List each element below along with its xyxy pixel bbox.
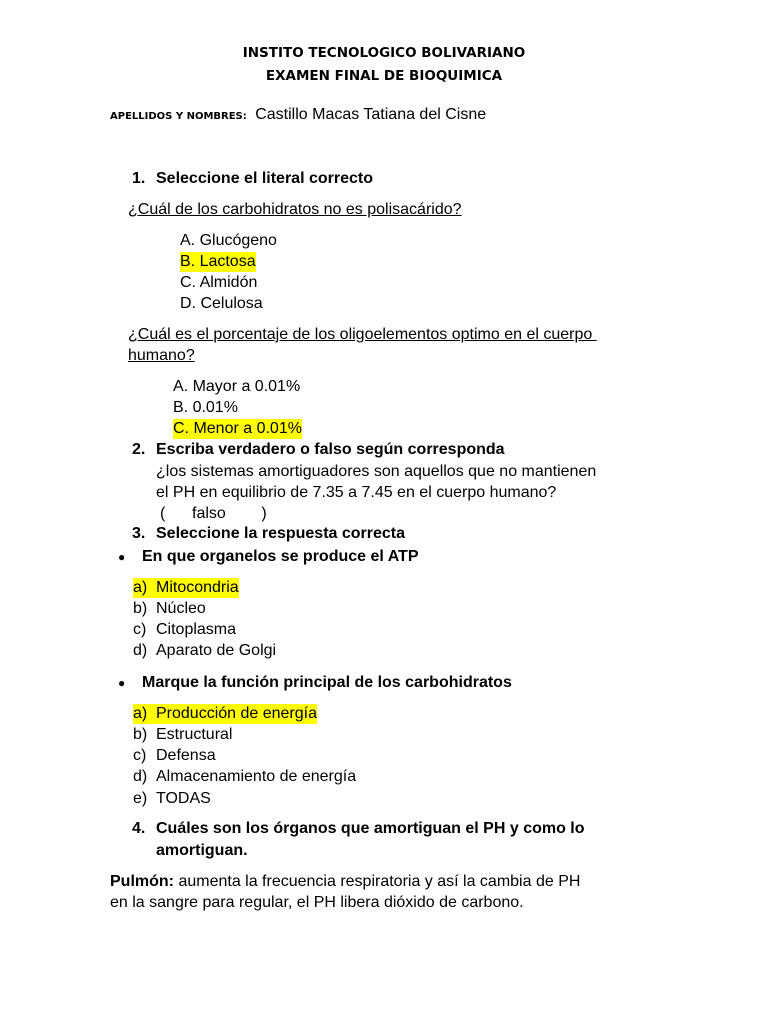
institution-title: INSTITO TECNOLOGICO BOLIVARIANO	[242, 45, 526, 61]
option-almacenamiento	[133, 767, 356, 787]
option-menor-highlighted: C. Menor a 0.01%	[173, 420, 302, 437]
student-name: Castillo Macas Tatiana del Cisne	[255, 106, 487, 123]
question-1-number: 1.	[132, 170, 146, 187]
option-todas	[133, 789, 211, 809]
option-letter: b)	[133, 600, 148, 617]
question-4-heading	[132, 819, 585, 839]
option-mayor: A. Mayor a 0.01%	[173, 378, 301, 395]
question-2-line1: ¿los sistemas amortiguadores son aquellos que no mantienen	[156, 463, 597, 480]
option-letter: b)	[133, 726, 148, 743]
question-4-title-line2: amortiguan.	[156, 842, 248, 859]
bullet-2-text: Marque la función principal de los carbohidratos	[142, 674, 512, 691]
student-line	[110, 105, 486, 127]
option-almidon: C. Almidón	[180, 274, 258, 291]
option-text: Núcleo	[156, 600, 206, 617]
option-text: Defensa	[156, 747, 216, 764]
option-energia-highlighted	[133, 704, 317, 724]
option-letter: a)	[133, 579, 148, 596]
bullet-1-dot: ●	[118, 550, 126, 564]
question-3-title: Seleccione la respuesta correcta	[156, 525, 406, 542]
option-letter: d)	[133, 642, 148, 659]
answer-4-text-line2: en la sangre para regular, el PH libera dióxido de carbono.	[110, 894, 524, 911]
option-text: Citoplasma	[156, 621, 237, 638]
answer-4-text-line1: aumenta la frecuencia respiratoria y así la cambia de PH	[174, 873, 581, 890]
question-4-title-line1: Cuáles son los órganos que amortiguan el PH y como lo	[156, 820, 585, 837]
bullet-2-dot: ●	[118, 676, 126, 690]
option-defensa	[133, 746, 216, 766]
option-letter: c)	[133, 747, 147, 764]
option-celulosa: D. Celulosa	[180, 295, 263, 312]
answer-4-line1	[110, 872, 580, 892]
option-text: Mitocondria	[156, 579, 239, 596]
option-letter: e)	[133, 790, 148, 807]
option-estructural	[133, 725, 232, 745]
option-text: Aparato de Golgi	[156, 642, 277, 659]
option-text: Producción de energía	[156, 705, 317, 722]
question-4-number: 4.	[132, 820, 146, 837]
question-3-heading	[132, 524, 405, 544]
question-2-number: 2.	[132, 441, 146, 458]
answer-4-label: Pulmón:	[110, 873, 174, 890]
option-text: Almacenamiento de energía	[156, 768, 357, 785]
option-letter: a)	[133, 705, 148, 722]
option-text: TODAS	[156, 790, 211, 807]
question-1b-text-line2: humano?	[128, 347, 195, 364]
question-1b-text-line1: ¿Cuál es el porcentaje de los oligoelementos optimo en el cuerpo	[128, 326, 597, 343]
bullet-1	[118, 547, 419, 567]
question-1a-text: ¿Cuál de los carbohidratos no es polisacárido?	[128, 201, 462, 218]
option-letter: c)	[133, 621, 147, 638]
option-text: Estructural	[156, 726, 233, 743]
option-golgi	[133, 641, 276, 661]
option-nucleo	[133, 599, 206, 619]
option-glucogeno: A. Glucógeno	[180, 232, 277, 249]
option-letter: d)	[133, 768, 148, 785]
question-2-title: Escriba verdadero o falso según corresponda	[156, 441, 505, 458]
question-2-line2: el PH en equilibrio de 7.35 a 7.45 en el cuerpo humano?	[156, 484, 557, 501]
bullet-1-text: En que organelos se produce el ATP	[142, 548, 419, 565]
question-2-answer: ( falso )	[160, 505, 267, 522]
option-igual: B. 0.01%	[173, 399, 238, 416]
question-1-heading	[132, 169, 373, 189]
exam-title: EXAMEN FINAL DE BIOQUIMICA	[265, 68, 503, 84]
option-citoplasma	[133, 620, 236, 640]
question-1-title: Seleccione el literal correcto	[156, 170, 373, 187]
option-mitocondria-highlighted	[133, 578, 239, 598]
bullet-2	[118, 673, 512, 693]
student-label: APELLIDOS Y NOMBRES:	[110, 111, 247, 122]
question-2-heading	[132, 440, 505, 460]
option-lactosa-highlighted: B. Lactosa	[180, 253, 256, 270]
question-3-number: 3.	[132, 525, 146, 542]
